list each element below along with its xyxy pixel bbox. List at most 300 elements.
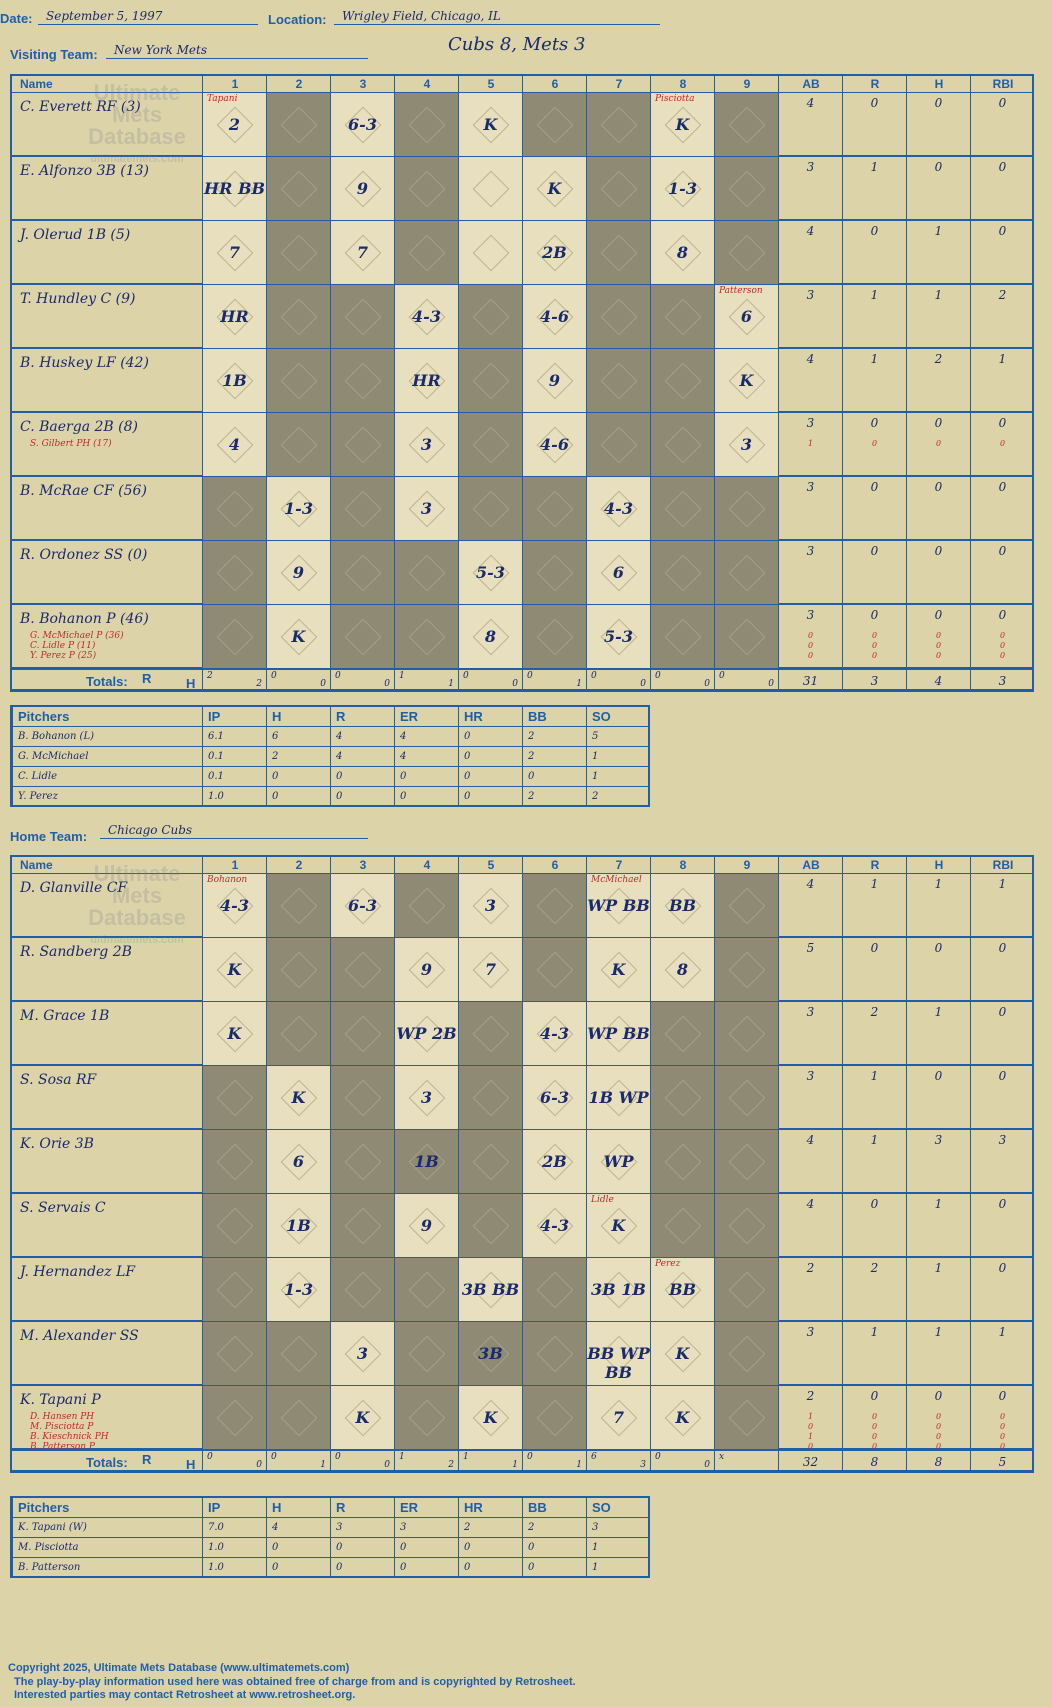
at-bat-result: 7 — [484, 960, 497, 979]
stat-header: R — [842, 76, 907, 92]
at-bat-result: K — [227, 960, 242, 979]
stat-value: 2 — [806, 1261, 815, 1275]
at-bat-box — [586, 938, 650, 1002]
at-bat-box — [202, 93, 266, 157]
substitute-name: C. Lidle P (11) — [30, 641, 96, 651]
at-bat-box — [522, 1322, 586, 1386]
inning-runs: 0 — [335, 1452, 341, 1462]
at-bat-result: 6 — [612, 563, 625, 582]
diamond-icon — [344, 619, 381, 656]
at-bat-result: HR BB — [203, 179, 266, 198]
diamond-icon — [664, 555, 701, 592]
stat-total-value: 3 — [998, 674, 1007, 688]
stat-box — [842, 349, 906, 413]
diamond-icon — [472, 491, 509, 528]
batter-name: J. Olerud 1B (5) — [20, 227, 131, 243]
at-bat-box — [330, 93, 394, 157]
inning-runs: 0 — [719, 671, 725, 681]
sub-stat-value: 0 — [935, 651, 942, 660]
pitcher-header-cell: R — [330, 1498, 394, 1518]
pitcher-stat-cell: 5 — [586, 727, 650, 747]
totals-row — [12, 1449, 1032, 1471]
batter-name: C. Baerga 2B (8) — [20, 419, 138, 435]
at-bat-box — [714, 477, 778, 541]
batter-name: M. Alexander SS — [20, 1328, 139, 1344]
at-bat-result: 1-3 — [284, 499, 313, 518]
at-bat-result: 8 — [676, 960, 689, 979]
hits-label: H — [186, 676, 196, 691]
at-bat-result: HR — [412, 371, 441, 390]
pitcher-stat-cell: 0 — [394, 767, 458, 787]
stat-box — [906, 93, 970, 157]
inning-total — [266, 1451, 330, 1473]
stat-box — [842, 1002, 906, 1066]
stat-value: 0 — [934, 416, 943, 430]
at-bat-box — [650, 221, 714, 285]
sub-stat-value: 0 — [935, 439, 942, 448]
batter-name: M. Grace 1B — [20, 1008, 110, 1024]
at-bat-box — [650, 157, 714, 221]
pitcher-stat-cell: 0 — [394, 1558, 458, 1578]
pitcher-change-note: Perez — [655, 1259, 681, 1269]
at-bat-box — [330, 1386, 394, 1450]
stat-box — [970, 413, 1034, 477]
at-bat-box — [522, 1258, 586, 1322]
diamond-icon — [216, 1080, 253, 1117]
pitcher-header-cell: R — [330, 707, 394, 727]
diamond-icon — [536, 491, 573, 528]
stat-value: 0 — [934, 941, 943, 955]
inning-header: 3 — [330, 857, 395, 873]
at-bat-result: K — [291, 1088, 306, 1107]
diamond-icon — [664, 491, 701, 528]
diamond-icon — [472, 363, 509, 400]
at-bat-result: 6 — [292, 1152, 305, 1171]
stat-value: 1 — [934, 877, 943, 891]
stat-value: 1 — [998, 352, 1007, 366]
pitcher-header-cell: Pitchers — [12, 707, 202, 727]
at-bat-box — [394, 605, 458, 669]
at-bat-box — [266, 157, 330, 221]
inning-runs: 0 — [335, 671, 341, 681]
inning-header: 5 — [458, 76, 523, 92]
pitcher-stat-cell: 4 — [266, 1518, 330, 1538]
stat-box — [778, 1066, 842, 1130]
at-bat-box — [458, 938, 522, 1002]
at-bat-result: 3B 1B — [591, 1280, 646, 1299]
pitcher-stat-cell: 0 — [458, 747, 522, 767]
at-bat-box — [522, 605, 586, 669]
pitcher-stat-cell: 0 — [458, 1558, 522, 1578]
at-bat-box — [522, 1066, 586, 1130]
pitcher-stat-cell: 6 — [266, 727, 330, 747]
diamond-icon — [344, 1272, 381, 1309]
diamond-icon — [280, 952, 317, 989]
stat-value: 3 — [806, 480, 815, 494]
stat-box — [842, 1258, 906, 1322]
diamond-icon — [216, 1272, 253, 1309]
inning-total — [458, 1451, 522, 1473]
stat-total — [906, 670, 970, 692]
stat-box — [970, 285, 1034, 349]
pitcher-change-note: Pisciotta — [655, 94, 695, 104]
stat-box — [842, 1130, 906, 1194]
at-bat-box — [522, 157, 586, 221]
inning-runs: 2 — [207, 671, 213, 681]
stat-value: 0 — [998, 941, 1007, 955]
watermark-logo — [67, 863, 207, 953]
pitcher-stat-cell: 0 — [522, 767, 586, 787]
diamond-icon — [664, 619, 701, 656]
pitcher-stat-cell: 2 — [586, 787, 650, 807]
stat-value: 1 — [934, 1261, 943, 1275]
inning-hits: 0 — [640, 679, 646, 689]
at-bat-result: 5-3 — [476, 563, 505, 582]
diamond-icon — [344, 952, 381, 989]
stat-box — [842, 1386, 906, 1450]
pitcher-stat-cell: 1 — [586, 1538, 650, 1558]
inning-header: 4 — [394, 76, 459, 92]
at-bat-box — [266, 1386, 330, 1450]
batter-name: K. Orie 3B — [20, 1136, 94, 1152]
pitcher-stat-cell: 2 — [458, 1518, 522, 1538]
stat-value: 0 — [934, 1389, 943, 1403]
batter-row — [12, 412, 1032, 476]
at-bat-box — [458, 1002, 522, 1066]
runs-label: R — [142, 1452, 152, 1467]
at-bat-box — [586, 477, 650, 541]
inning-total — [586, 1451, 650, 1473]
inning-hits: 0 — [512, 679, 518, 689]
stat-box — [842, 541, 906, 605]
sub-stat-value: 0 — [935, 1442, 942, 1451]
inning-total — [458, 670, 522, 692]
at-bat-result: 1B — [286, 1216, 311, 1235]
at-bat-result: 3 — [740, 435, 753, 454]
at-bat-box — [202, 285, 266, 349]
batter-row — [12, 1001, 1032, 1065]
stat-value: 0 — [870, 96, 879, 110]
stat-value: 0 — [934, 96, 943, 110]
batter-row — [12, 1321, 1032, 1385]
pitcher-stat-cell: 1 — [586, 767, 650, 787]
at-bat-box — [394, 349, 458, 413]
stat-value: 2 — [806, 1389, 815, 1403]
stat-value: 5 — [806, 941, 815, 955]
stat-box — [778, 1194, 842, 1258]
inning-header: 8 — [650, 857, 715, 873]
stat-value: 0 — [870, 480, 879, 494]
stat-box — [778, 1386, 842, 1450]
stat-box — [970, 938, 1034, 1002]
pitcher-stat-cell: 0 — [458, 787, 522, 807]
pitcher-stat-cell: 0 — [330, 1538, 394, 1558]
stat-box — [778, 874, 842, 938]
at-bat-result: HR — [220, 307, 249, 326]
substitute-name: D. Hansen PH — [30, 1412, 95, 1422]
stat-box — [778, 477, 842, 541]
stat-box — [906, 1002, 970, 1066]
home-pitchers-table — [10, 1496, 650, 1578]
batter-row — [12, 1193, 1032, 1257]
diamond-icon — [728, 1272, 765, 1309]
diamond-icon — [728, 171, 765, 208]
at-bat-box — [202, 1258, 266, 1322]
at-bat-box — [650, 1386, 714, 1450]
diamond-icon — [536, 1400, 573, 1437]
stat-box — [778, 285, 842, 349]
stat-box — [778, 349, 842, 413]
watermark-text: Ultimate — [93, 80, 181, 105]
stat-value: 1 — [870, 1133, 879, 1147]
pitcher-change-note: Bohanon — [207, 875, 248, 885]
batter-name: S. Servais C — [20, 1200, 106, 1216]
inning-total — [714, 670, 778, 692]
diamond-icon — [472, 235, 509, 272]
at-bat-box — [458, 874, 522, 938]
stat-value: 3 — [934, 1133, 943, 1147]
stat-box — [842, 221, 906, 285]
stat-box — [906, 157, 970, 221]
sub-stat-value: 0 — [999, 439, 1006, 448]
pitcher-stat-cell: G. McMichael — [12, 747, 202, 767]
inning-header: 3 — [330, 76, 395, 92]
at-bat-result: 5-3 — [604, 627, 633, 646]
at-bat-box — [394, 541, 458, 605]
stat-header: H — [906, 76, 971, 92]
at-bat-box — [202, 874, 266, 938]
stat-box — [778, 93, 842, 157]
stat-value: 4 — [806, 877, 815, 891]
batter-row — [12, 1129, 1032, 1193]
stat-value: 2 — [870, 1005, 879, 1019]
at-bat-box — [266, 938, 330, 1002]
diamond-icon — [728, 952, 765, 989]
stat-value: 1 — [870, 877, 879, 891]
at-bat-box — [394, 1194, 458, 1258]
stat-box — [906, 605, 970, 669]
inning-header: 5 — [458, 857, 523, 873]
at-bat-box — [330, 874, 394, 938]
sub-stat-value: 0 — [807, 1442, 814, 1451]
stat-box — [842, 1194, 906, 1258]
at-bat-result: WP — [603, 1152, 634, 1171]
stat-total — [906, 1451, 970, 1473]
at-bat-box — [330, 221, 394, 285]
at-bat-box — [394, 1322, 458, 1386]
at-bat-box — [330, 1066, 394, 1130]
pitcher-stat-cell: 4 — [330, 727, 394, 747]
stat-box — [842, 285, 906, 349]
at-bat-box — [586, 1130, 650, 1194]
pitcher-stat-cell: 4 — [330, 747, 394, 767]
pitcher-stat-cell: B. Patterson — [12, 1558, 202, 1578]
at-bat-box — [714, 541, 778, 605]
at-bat-result: 7 — [356, 243, 369, 262]
at-bat-result: K — [227, 1024, 242, 1043]
stat-box — [970, 1322, 1034, 1386]
inning-header: 7 — [586, 857, 651, 873]
pitcher-stat-cell: 1 — [586, 747, 650, 767]
stat-value: 1 — [870, 160, 879, 174]
stat-value: 0 — [998, 1261, 1007, 1275]
at-bat-box — [394, 157, 458, 221]
pitcher-change-note: Lidle — [591, 1195, 614, 1205]
at-bat-box — [394, 1066, 458, 1130]
diamond-icon — [408, 107, 445, 144]
at-bat-result: K — [675, 1408, 690, 1427]
diamond-icon — [536, 952, 573, 989]
stat-value: 0 — [998, 416, 1007, 430]
stat-box — [842, 413, 906, 477]
at-bat-box — [202, 1130, 266, 1194]
inning-total — [394, 1451, 458, 1473]
stat-box — [970, 605, 1034, 669]
stat-box — [778, 221, 842, 285]
diamond-icon — [280, 1400, 317, 1437]
at-bat-box — [202, 349, 266, 413]
stat-box — [970, 349, 1034, 413]
inning-runs: 0 — [463, 671, 469, 681]
sub-stat-value: 1 — [807, 1412, 814, 1421]
batter-name: C. Everett RF (3) — [20, 99, 141, 115]
pitcher-header-cell: IP — [202, 1498, 266, 1518]
sub-stat-value: 0 — [871, 1412, 878, 1421]
diamond-icon — [664, 1208, 701, 1245]
at-bat-box — [458, 157, 522, 221]
diamond-icon — [664, 1016, 701, 1053]
at-bat-result: 3 — [420, 499, 433, 518]
at-bat-box — [394, 874, 458, 938]
at-bat-result: K — [547, 179, 562, 198]
stat-value: 0 — [998, 1069, 1007, 1083]
at-bat-box — [714, 1258, 778, 1322]
stat-value: 1 — [998, 1325, 1007, 1339]
batter-name: R. Sandberg 2B — [20, 944, 132, 960]
stat-value: 3 — [806, 160, 815, 174]
at-bat-box — [202, 477, 266, 541]
stat-header: AB — [778, 857, 843, 873]
stat-box — [842, 938, 906, 1002]
diamond-icon — [408, 1400, 445, 1437]
stat-value: 1 — [870, 288, 879, 302]
stat-box — [970, 1258, 1034, 1322]
batter-name: B. McRae CF (56) — [20, 483, 147, 499]
at-bat-box — [330, 285, 394, 349]
diamond-icon — [664, 299, 701, 336]
stat-value: 1 — [934, 224, 943, 238]
diamond-icon — [728, 491, 765, 528]
stat-box — [970, 1002, 1034, 1066]
diamond-icon — [280, 235, 317, 272]
at-bat-box — [458, 541, 522, 605]
batter-name: T. Hundley C (9) — [20, 291, 136, 307]
at-bat-result: K — [355, 1408, 370, 1427]
stat-box — [842, 157, 906, 221]
pitcher-stat-cell: 0 — [330, 767, 394, 787]
at-bat-result: K — [483, 115, 498, 134]
inning-total — [330, 670, 394, 692]
inning-header: 2 — [266, 76, 331, 92]
diamond-icon — [536, 1272, 573, 1309]
at-bat-box — [458, 1258, 522, 1322]
diamond-icon — [408, 171, 445, 208]
inning-runs: 1 — [399, 1452, 405, 1462]
pitcher-stat-cell: 0.1 — [202, 767, 266, 787]
inning-runs: 0 — [527, 671, 533, 681]
at-bat-box — [650, 605, 714, 669]
stat-value: 4 — [806, 1133, 815, 1147]
pitcher-change-note: McMichael — [591, 875, 642, 885]
inning-runs: 1 — [463, 1452, 469, 1462]
diamond-icon — [472, 427, 509, 464]
at-bat-box — [266, 413, 330, 477]
totals-row — [12, 668, 1032, 690]
at-bat-box — [330, 1194, 394, 1258]
inning-total — [266, 670, 330, 692]
at-bat-box — [522, 285, 586, 349]
stat-value: 4 — [806, 352, 815, 366]
stat-value: 1 — [934, 288, 943, 302]
at-bat-box — [650, 1130, 714, 1194]
diamond-icon — [216, 555, 253, 592]
at-bat-box — [330, 477, 394, 541]
stat-header: R — [842, 857, 907, 873]
stat-value: 0 — [998, 96, 1007, 110]
at-bat-box — [522, 477, 586, 541]
footer-retrosheet: The play-by-play information used here was obtained free of charge from and is copyrighted by Retrosheet. — [14, 1676, 576, 1688]
at-bat-box — [586, 541, 650, 605]
at-bat-box — [458, 285, 522, 349]
stat-value: 4 — [806, 224, 815, 238]
at-bat-box — [522, 413, 586, 477]
stat-box — [970, 1194, 1034, 1258]
at-bat-box — [266, 1322, 330, 1386]
game-title: Cubs 8, Mets 3 — [448, 34, 586, 55]
batter-name: S. Sosa RF — [20, 1072, 97, 1088]
diamond-icon — [728, 888, 765, 925]
inning-header: 6 — [522, 76, 587, 92]
pitcher-header-cell: ER — [394, 1498, 458, 1518]
stat-value: 0 — [870, 544, 879, 558]
sub-stat-value: 0 — [999, 1432, 1006, 1441]
at-bat-result: 3 — [484, 896, 497, 915]
watermark-text: Mets — [111, 102, 163, 127]
diamond-icon — [280, 427, 317, 464]
at-bat-box — [522, 221, 586, 285]
stat-value: 0 — [934, 480, 943, 494]
stat-box — [906, 285, 970, 349]
sub-stat-value: 0 — [935, 631, 942, 640]
batter-row — [12, 476, 1032, 540]
runs-label: R — [142, 671, 152, 686]
stat-total — [842, 670, 906, 692]
at-bat-box — [266, 874, 330, 938]
inning-total — [714, 1451, 778, 1473]
at-bat-result: 3B BB — [461, 1280, 520, 1299]
diamond-icon — [344, 363, 381, 400]
diamond-icon — [216, 1400, 253, 1437]
sub-stat-value: 0 — [871, 641, 878, 650]
at-bat-box — [266, 93, 330, 157]
substitute-name: B. Kieschnick PH — [30, 1432, 109, 1442]
at-bat-box — [202, 1194, 266, 1258]
at-bat-box — [202, 938, 266, 1002]
inning-header: 2 — [266, 857, 331, 873]
pitcher-stat-cell: 2 — [522, 727, 586, 747]
at-bat-box — [394, 93, 458, 157]
pitcher-stat-cell: M. Pisciotta — [12, 1538, 202, 1558]
